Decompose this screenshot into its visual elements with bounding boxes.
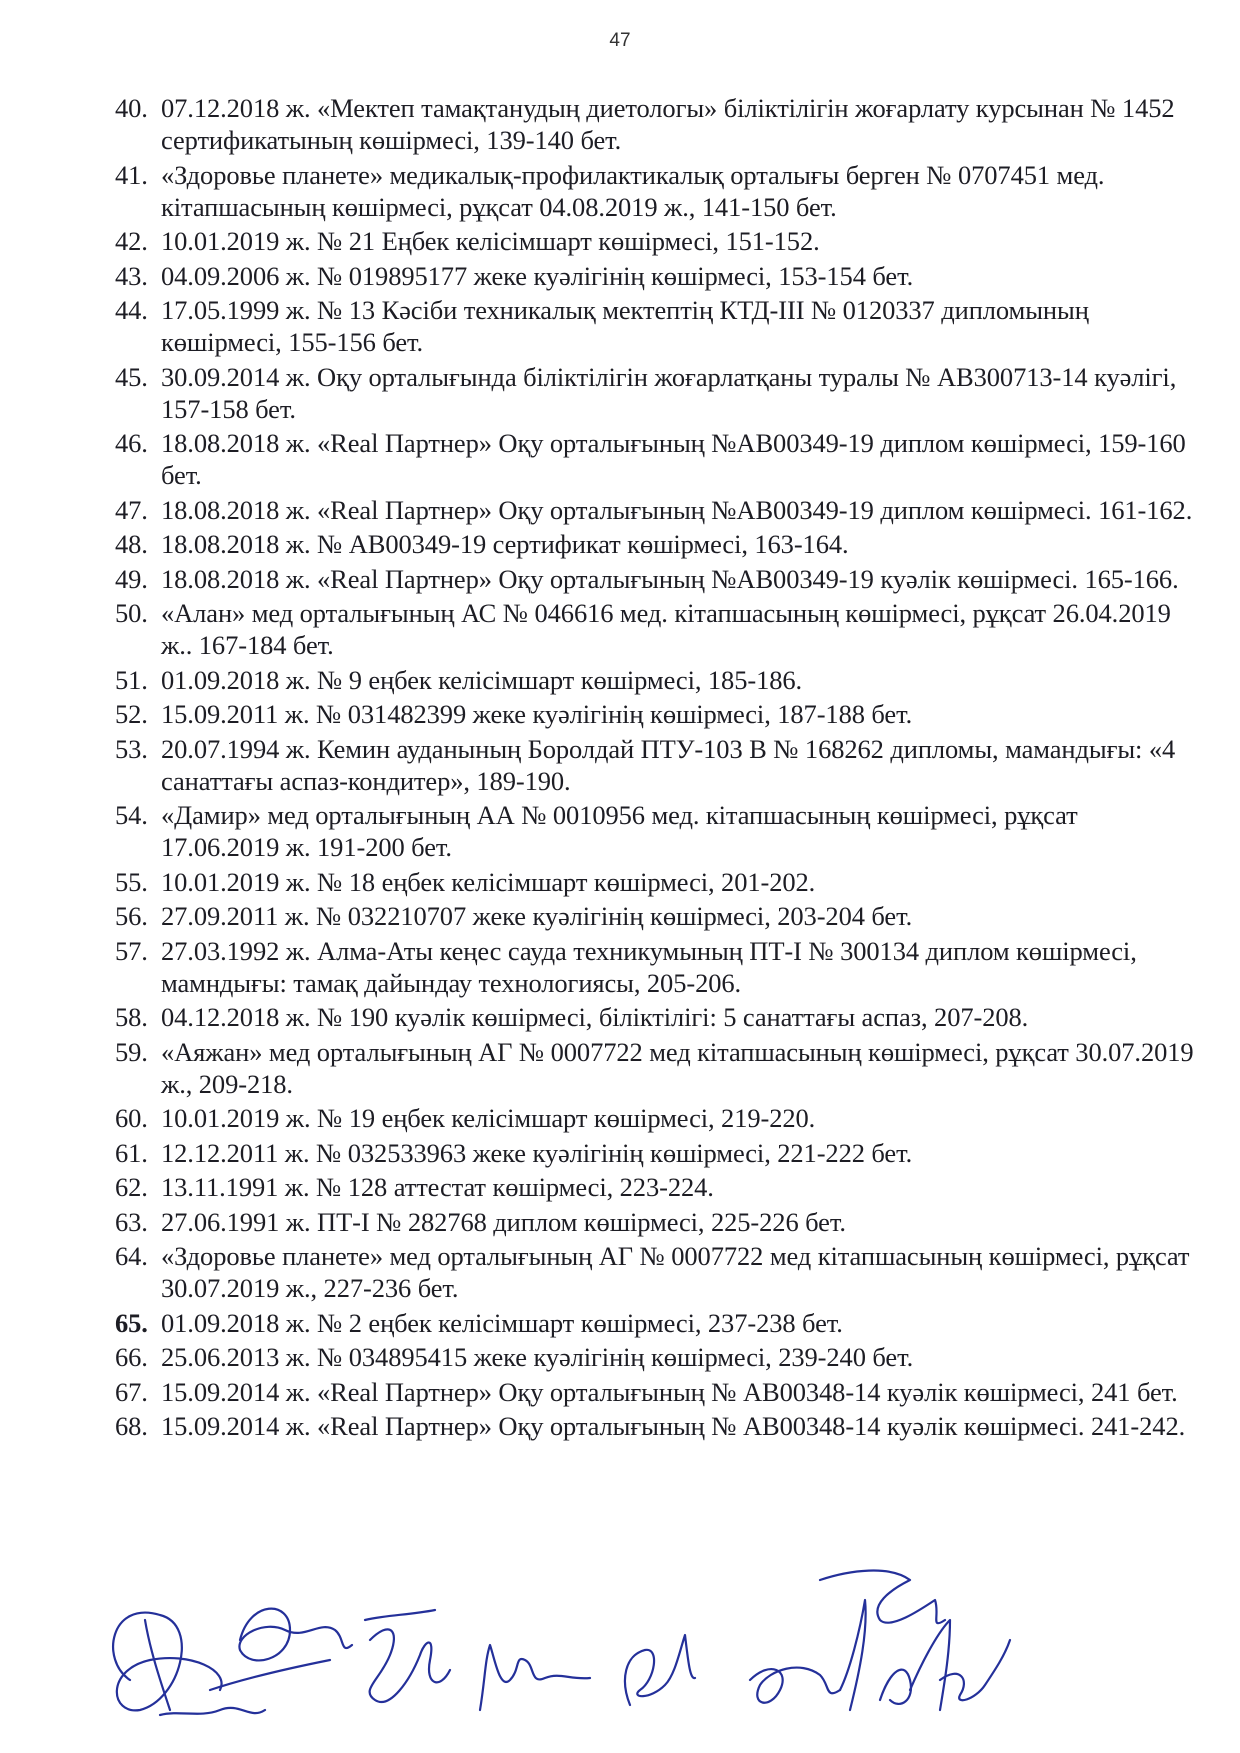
signature-2: [210, 1609, 352, 1690]
list-item: [115, 1376, 1195, 1408]
item-number: 43.: [115, 260, 148, 291]
list-item: [115, 799, 1195, 863]
item-text: «Аяжан» мед орталығының АГ № 0007722 мед кітапшасының көшірмесі, рұқсат 30.07.2019 ж., 209-218.: [161, 1036, 1194, 1099]
item-text: 18.08.2018 ж. «Real Партнер» Оқу орталығының №АВ00349-19 диплом көшірмесі, 159-160 бет.: [161, 428, 1186, 490]
item-number: 64.: [115, 1241, 148, 1271]
list-item: [115, 563, 1195, 595]
item-number: 47.: [115, 494, 148, 525]
list-item: [115, 92, 1195, 156]
item-text: 04.12.2018 ж. № 190 куәлік көшірмесі, біліктілігі: 5 санаттағы аспаз, 207-208.: [161, 1002, 1029, 1032]
list-item: [115, 1206, 1195, 1238]
item-text: 17.05.1999 ж. № 13 Кәсіби техникалық мектептің КТД-III № 0120337 дипломының көшірмесі, 155-156 бет.: [161, 295, 1089, 357]
item-number: 67.: [115, 1376, 148, 1407]
item-number: 42.: [115, 226, 148, 256]
item-text: 18.08.2018 ж. № АВ00349-19 сертификат көшірмесі, 163-164.: [161, 529, 849, 559]
list-item: [115, 900, 1195, 932]
item-number: 68.: [115, 1411, 148, 1441]
item-text: «Здоровье планете» медикалық-профилактикалық орталығы берген № 0707451 мед. кітапшасының көшірмесі, рұқсат 04.08.2019 ж., 141-150 бет.: [161, 159, 1105, 222]
list-item: [115, 1410, 1195, 1442]
item-number: 51.: [115, 664, 148, 695]
list-item: [115, 1307, 1195, 1339]
item-number: 63.: [115, 1206, 148, 1237]
signature-4: [480, 1645, 590, 1710]
item-number: 58.: [115, 1002, 148, 1032]
item-text: 15.09.2011 ж. № 031482399 жеке куәлігінің көшірмесі, 187-188 бет.: [161, 699, 913, 729]
item-text: 13.11.1991 ж. № 128 аттестат көшірмесі, 223-224.: [161, 1172, 714, 1202]
list-item: [115, 427, 1195, 491]
item-text: 27.06.1991 ж. ПТ-І № 282768 диплом көшірмесі, 225-226 бет.: [161, 1206, 846, 1237]
list-item: [115, 361, 1195, 425]
signatures: [90, 1560, 1170, 1740]
item-text: 27.03.1992 ж. Алма-Аты кеңес сауда техникумының ПТ-І № 300134 диплом көшірмесі, мамндығы: тамақ дайындау технологиясы, 205-206.: [161, 935, 1137, 998]
list-item: [115, 698, 1195, 730]
item-text: 30.09.2014 ж. Оқу орталығында біліктілігін жоғарлатқаны туралы № АВ300713-14 куәлігі, 157-158 бет.: [161, 361, 1177, 424]
item-number: 57.: [115, 935, 148, 966]
item-number: 48.: [115, 529, 148, 559]
item-text: 15.09.2014 ж. «Real Партнер» Оқу орталығының № АВ00348-14 куәлік көшірмесі, 241 бет.: [161, 1376, 1178, 1407]
signature-3: [365, 1610, 450, 1702]
item-number: 40.: [115, 93, 148, 123]
list-item: [115, 1341, 1195, 1373]
item-text: «Дамир» мед орталығының АА № 0010956 мед. кітапшасының көшірмесі, рұқсат 17.06.2019 ж. 191-200 бет.: [161, 800, 1078, 862]
list-item: [115, 1102, 1195, 1134]
signature-5: [625, 1635, 695, 1705]
item-text: 10.01.2019 ж. № 19 еңбек келісімшарт көшірмесі, 219-220.: [161, 1103, 816, 1133]
list-item: [115, 1240, 1195, 1304]
list-item: [115, 866, 1195, 898]
list-item: [115, 733, 1195, 797]
item-number: 44.: [115, 295, 148, 325]
item-text: 04.09.2006 ж. № 019895177 жеке куәлігінің көшірмесі, 153-154 бет.: [161, 260, 914, 291]
item-number: 60.: [115, 1103, 148, 1133]
item-number: 52.: [115, 699, 148, 729]
list-item: [115, 1001, 1195, 1033]
list-item: [115, 294, 1195, 358]
item-number: 65.: [115, 1307, 148, 1338]
signature-7: [880, 1620, 1010, 1710]
item-text: 10.01.2019 ж. № 21 Еңбек келісімшарт көшірмесі, 151-152.: [161, 226, 820, 256]
item-number: 54.: [115, 800, 148, 830]
item-number: 49.: [115, 563, 148, 594]
list-item: [115, 1171, 1195, 1203]
item-number: 61.: [115, 1137, 148, 1168]
list-item: [115, 225, 1195, 257]
item-number: 41.: [115, 159, 148, 190]
item-text: 15.09.2014 ж. «Real Партнер» Оқу орталығының № АВ00348-14 куәлік көшірмесі. 241-242.: [161, 1411, 1186, 1441]
item-number: 46.: [115, 428, 148, 458]
item-text: 25.06.2013 ж. № 034895415 жеке куәлігінің көшірмесі, 239-240 бет.: [161, 1342, 914, 1372]
list-item: [115, 528, 1195, 560]
document-list: [115, 92, 1195, 1445]
item-number: 53.: [115, 733, 148, 764]
signature-1: [113, 1613, 265, 1715]
item-text: «Здоровье планете» мед орталығының АГ № 0007722 мед кітапшасының көшірмесі, рұқсат 30.07.2019 ж., 227-236 бет.: [161, 1241, 1190, 1303]
signature-6: [750, 1571, 945, 1710]
item-text: 18.08.2018 ж. «Real Партнер» Оқу орталығының №АВ00349-19 куәлік көшірмесі. 165-166.: [161, 563, 1179, 594]
item-text: 12.12.2011 ж. № 032533963 жеке куәлігінің көшірмесі, 221-222 бет.: [161, 1137, 913, 1168]
item-text: 01.09.2018 ж. № 2 еңбек келісімшарт көшірмесі, 237-238 бет.: [161, 1307, 843, 1338]
list-item: [115, 935, 1195, 999]
item-number: 59.: [115, 1036, 148, 1067]
item-number: 66.: [115, 1342, 148, 1372]
list-item: [115, 260, 1195, 292]
item-text: 01.09.2018 ж. № 9 еңбек келісімшарт көшірмесі, 185-186.: [161, 664, 803, 695]
list-item: [115, 1036, 1195, 1100]
item-text: 27.09.2011 ж. № 032210707 жеке куәлігінің көшірмесі, 203-204 бет.: [161, 901, 913, 931]
list-item: [115, 597, 1195, 661]
list-item: [115, 159, 1195, 223]
item-number: 56.: [115, 901, 148, 931]
list-item: [115, 1137, 1195, 1169]
item-number: 55.: [115, 866, 148, 897]
item-text: 18.08.2018 ж. «Real Партнер» Оқу орталығының №АВ00349-19 диплом көшірмесі. 161-162.: [161, 494, 1193, 525]
list-item: [115, 664, 1195, 696]
item-text: «Алан» мед орталығының АС № 046616 мед. кітапшасының көшірмесі, рұқсат 26.04.2019 ж.. 167-184 бет.: [161, 598, 1171, 660]
list-item: [115, 494, 1195, 526]
page-number: 47: [609, 30, 631, 51]
item-text: 20.07.1994 ж. Кемин ауданының Боролдай ПТУ-103 В № 168262 дипломы, мамандығы: «4 санаттағы аспаз-кондитер», 189-190.: [161, 733, 1176, 796]
item-number: 45.: [115, 361, 148, 392]
item-text: 10.01.2019 ж. № 18 еңбек келісімшарт көшірмесі, 201-202.: [161, 866, 816, 897]
item-number: 50.: [115, 598, 148, 628]
item-number: 62.: [115, 1172, 148, 1202]
item-text: 07.12.2018 ж. «Мектеп тамақтанудың диетологы» біліктілігін жоғарлату курсынан № 1452 сертификатының көшірмесі, 139-140 бет.: [161, 93, 1175, 155]
